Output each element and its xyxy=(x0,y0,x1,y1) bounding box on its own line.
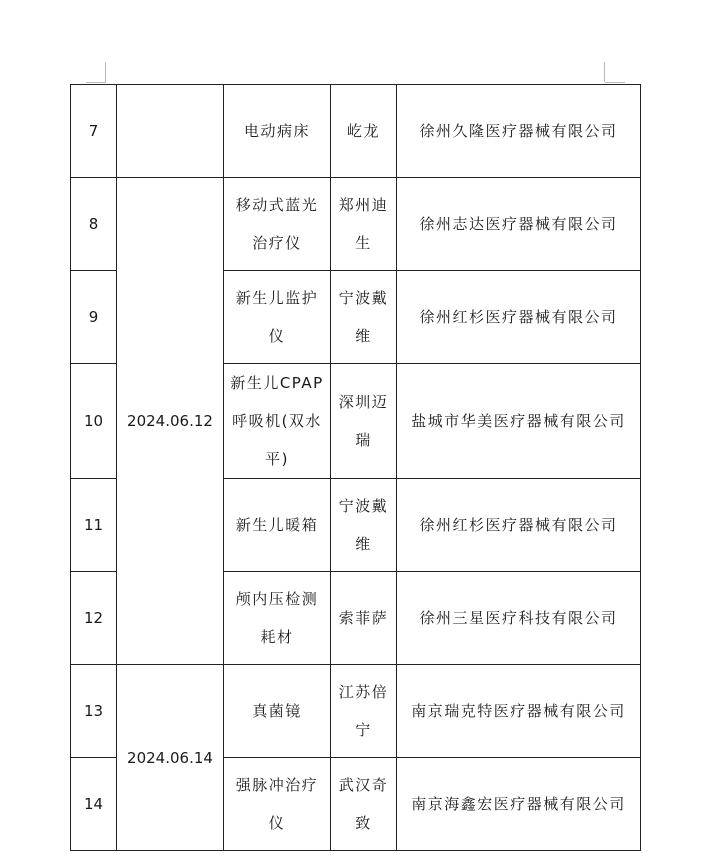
supplier-name: 徐州三星医疗科技有限公司 xyxy=(397,572,641,665)
table-row xyxy=(71,85,641,178)
row-number: 8 xyxy=(71,178,117,271)
date-cell: 2024.06.12 xyxy=(117,178,224,665)
brand-name: 江苏倍宁 xyxy=(331,665,397,758)
product-name: 强脉冲治疗仪 xyxy=(224,758,331,851)
brand-name: 屹龙 xyxy=(331,85,397,178)
product-name: 新生儿暖箱 xyxy=(224,479,331,572)
brand-name: 宁波戴维 xyxy=(331,271,397,364)
row-number: 9 xyxy=(71,271,117,364)
row-number: 14 xyxy=(71,758,117,851)
date-cell-empty xyxy=(117,85,224,178)
margin-mark-right-h xyxy=(605,82,625,83)
table-row xyxy=(71,665,641,758)
table-row xyxy=(71,178,641,271)
supplier-name: 徐州久隆医疗器械有限公司 xyxy=(397,85,641,178)
product-name: 新生儿监护仪 xyxy=(224,271,331,364)
margin-mark-left xyxy=(105,62,106,82)
date-cell: 2024.06.14 xyxy=(117,665,224,851)
brand-name: 武汉奇致 xyxy=(331,758,397,851)
brand-name: 郑州迪生 xyxy=(331,178,397,271)
procurement-table xyxy=(70,84,641,851)
margin-mark-left-h xyxy=(86,82,106,83)
row-number: 12 xyxy=(71,572,117,665)
brand-name: 索菲萨 xyxy=(331,572,397,665)
brand-name: 宁波戴维 xyxy=(331,479,397,572)
supplier-name: 徐州红杉医疗器械有限公司 xyxy=(397,479,641,572)
row-number: 10 xyxy=(71,364,117,479)
product-name: 新生儿CPAP呼吸机(双水平) xyxy=(224,364,331,479)
row-number: 13 xyxy=(71,665,117,758)
margin-mark-right xyxy=(604,62,605,82)
supplier-name: 盐城市华美医疗器械有限公司 xyxy=(397,364,641,479)
supplier-name: 南京海鑫宏医疗器械有限公司 xyxy=(397,758,641,851)
supplier-name: 徐州红杉医疗器械有限公司 xyxy=(397,271,641,364)
product-name: 真菌镜 xyxy=(224,665,331,758)
supplier-name: 南京瑞克特医疗器械有限公司 xyxy=(397,665,641,758)
supplier-name: 徐州志达医疗器械有限公司 xyxy=(397,178,641,271)
row-number: 7 xyxy=(71,85,117,178)
brand-name: 深圳迈瑞 xyxy=(331,364,397,479)
product-name: 颅内压检测耗材 xyxy=(224,572,331,665)
product-name: 电动病床 xyxy=(224,85,331,178)
product-name: 移动式蓝光治疗仪 xyxy=(224,178,331,271)
row-number: 11 xyxy=(71,479,117,572)
